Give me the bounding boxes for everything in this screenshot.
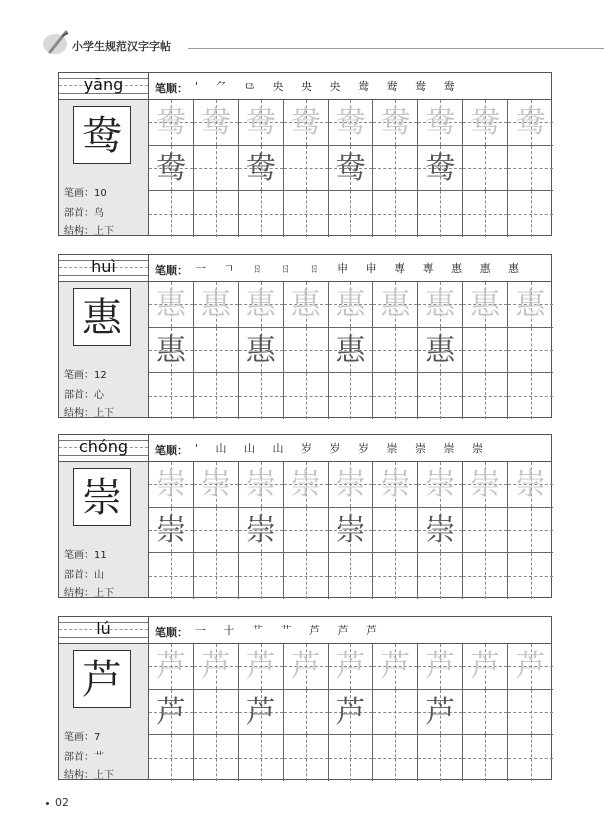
practice-grid — [149, 100, 551, 235]
trace-character: 鸯 — [470, 105, 501, 140]
practice-cell[interactable] — [239, 282, 284, 328]
sample-character: 崇 — [335, 512, 366, 548]
radical-value: 鸟 — [94, 208, 104, 219]
practice-grid — [149, 282, 551, 417]
stroke-count-label: 笔画： — [64, 732, 94, 743]
pen-leaf-icon — [40, 30, 74, 56]
practice-cell[interactable] — [329, 328, 374, 374]
practice-cell[interactable] — [508, 690, 553, 736]
practice-cell[interactable] — [194, 100, 239, 146]
practice-cell[interactable] — [239, 373, 284, 419]
practice-grid — [149, 462, 551, 597]
radical-label: 部首： — [64, 570, 94, 581]
stroke-count-value: 10 — [94, 188, 107, 199]
practice-cell[interactable] — [194, 462, 239, 508]
practice-cell[interactable] — [463, 644, 508, 690]
stroke-count-value: 7 — [94, 732, 101, 743]
practice-cell[interactable] — [463, 328, 508, 374]
practice-cell[interactable] — [194, 282, 239, 328]
practice-cell[interactable] — [418, 735, 463, 781]
trace-character: 崇 — [290, 467, 321, 502]
practice-cell[interactable] — [329, 690, 374, 736]
character-section — [58, 72, 552, 236]
stroke-order-label: 笔顺： — [155, 444, 188, 457]
practice-cell[interactable] — [508, 508, 553, 554]
practice-cell[interactable] — [508, 191, 553, 237]
stroke-order-label: 笔顺： — [155, 264, 188, 277]
practice-cell[interactable] — [373, 690, 418, 736]
trace-character: 芦 — [470, 649, 501, 684]
practice-cell[interactable] — [239, 146, 284, 192]
sample-character: 鸯 — [245, 150, 276, 186]
stroke-order-sequence: ' 山 山 山 岁 岁 岁 崇 崇 崇 崇 — [195, 442, 490, 455]
sample-character: 惠 — [245, 332, 276, 368]
trace-character: 芦 — [155, 649, 186, 684]
radical-value: 艹 — [94, 752, 104, 763]
trace-character: 鸯 — [515, 105, 546, 140]
radical-label: 部首： — [64, 390, 94, 401]
trace-character: 鸯 — [245, 105, 276, 140]
practice-cell[interactable] — [373, 191, 418, 237]
practice-cell[interactable] — [194, 644, 239, 690]
pinyin-box — [59, 435, 149, 462]
stroke-order-row — [149, 617, 551, 644]
trace-character: 惠 — [425, 287, 456, 322]
practice-cell[interactable] — [239, 462, 284, 508]
practice-cell[interactable] — [329, 735, 374, 781]
stroke-count-label: 笔画： — [64, 550, 94, 561]
practice-cell[interactable] — [463, 735, 508, 781]
practice-cell[interactable] — [373, 462, 418, 508]
trace-character: 惠 — [155, 287, 186, 322]
practice-cell[interactable] — [239, 644, 284, 690]
header-rule — [188, 48, 604, 49]
model-character: 惠 — [73, 288, 131, 346]
model-character: 鸯 — [73, 106, 131, 164]
practice-cell[interactable] — [508, 553, 553, 599]
radical-value: 心 — [94, 390, 104, 401]
trace-character: 惠 — [470, 287, 501, 322]
practice-cell[interactable] — [149, 282, 194, 328]
radical — [64, 566, 104, 581]
practice-cell[interactable] — [463, 282, 508, 328]
structure-value: 上下 — [94, 408, 114, 419]
practice-cell[interactable] — [373, 373, 418, 419]
sample-character: 芦 — [335, 694, 366, 730]
practice-cell[interactable] — [284, 462, 329, 508]
trace-character: 惠 — [335, 287, 366, 322]
practice-cell[interactable] — [373, 146, 418, 192]
practice-cell[interactable] — [418, 553, 463, 599]
trace-character: 惠 — [380, 287, 411, 322]
practice-cell[interactable] — [463, 553, 508, 599]
trace-character: 崇 — [335, 467, 366, 502]
trace-character: 鸯 — [380, 105, 411, 140]
pinyin: lú — [96, 619, 111, 638]
page-header — [40, 30, 604, 64]
practice-cell[interactable] — [329, 146, 374, 192]
practice-cell[interactable] — [284, 373, 329, 419]
practice-cell[interactable] — [194, 553, 239, 599]
radical-value: 山 — [94, 570, 104, 581]
practice-cell[interactable] — [284, 690, 329, 736]
sample-character: 崇 — [425, 512, 456, 548]
sample-character: 鸯 — [425, 150, 456, 186]
trace-character: 崇 — [425, 467, 456, 502]
trace-character: 惠 — [515, 287, 546, 322]
structure-value: 上下 — [94, 770, 114, 781]
practice-cell[interactable] — [284, 735, 329, 781]
trace-character: 芦 — [380, 649, 411, 684]
trace-character: 芦 — [425, 649, 456, 684]
practice-cell[interactable] — [329, 644, 374, 690]
practice-cell[interactable] — [463, 690, 508, 736]
practice-cell[interactable] — [284, 553, 329, 599]
trace-character: 崇 — [380, 467, 411, 502]
radical-label: 部首： — [64, 752, 94, 763]
stroke-count — [64, 184, 107, 199]
practice-cell[interactable] — [418, 690, 463, 736]
practice-cell[interactable] — [149, 462, 194, 508]
practice-cell[interactable] — [329, 373, 374, 419]
pinyin: chóng — [78, 437, 129, 456]
trace-character: 崇 — [245, 467, 276, 502]
practice-cell[interactable] — [508, 373, 553, 419]
model-character: 崇 — [73, 468, 131, 526]
practice-cell[interactable] — [329, 508, 374, 554]
practice-cell[interactable] — [329, 282, 374, 328]
trace-character: 崇 — [515, 467, 546, 502]
practice-cell[interactable] — [149, 735, 194, 781]
structure — [64, 404, 114, 419]
practice-cell[interactable] — [463, 100, 508, 146]
practice-cell[interactable] — [373, 553, 418, 599]
practice-cell[interactable] — [329, 100, 374, 146]
trace-character: 鸯 — [155, 105, 186, 140]
practice-cell[interactable] — [194, 328, 239, 374]
stroke-order-row — [149, 73, 551, 100]
stroke-order-label: 笔顺： — [155, 82, 188, 95]
character-section — [58, 434, 552, 598]
sample-character: 芦 — [155, 694, 186, 730]
practice-cell[interactable] — [284, 328, 329, 374]
practice-cell[interactable] — [418, 146, 463, 192]
sample-character: 鸯 — [335, 150, 366, 186]
pinyin: yāng — [83, 75, 124, 94]
practice-cell[interactable] — [149, 373, 194, 419]
practice-cell[interactable] — [284, 146, 329, 192]
practice-cell[interactable] — [373, 735, 418, 781]
practice-cell[interactable] — [239, 328, 284, 374]
practice-cell[interactable] — [239, 735, 284, 781]
practice-cell[interactable] — [508, 146, 553, 192]
practice-cell[interactable] — [149, 644, 194, 690]
structure — [64, 584, 114, 599]
practice-cell[interactable] — [149, 690, 194, 736]
practice-cell[interactable] — [194, 690, 239, 736]
practice-cell[interactable] — [463, 191, 508, 237]
practice-grid — [149, 644, 551, 779]
practice-cell[interactable] — [508, 100, 553, 146]
practice-cell[interactable] — [373, 100, 418, 146]
practice-cell[interactable] — [284, 191, 329, 237]
practice-cell[interactable] — [373, 282, 418, 328]
radical — [64, 748, 104, 763]
practice-cell[interactable] — [463, 373, 508, 419]
trace-character: 惠 — [245, 287, 276, 322]
bullet-dot — [46, 802, 49, 805]
trace-character: 鸯 — [200, 105, 231, 140]
stroke-order-sequence: 一 ㄱ ㄖ ㄖ ㄖ 申 申 專 專 惠 惠 惠 — [195, 262, 527, 275]
practice-cell[interactable] — [149, 100, 194, 146]
character-info-panel — [59, 462, 149, 597]
structure-label: 结构： — [64, 408, 94, 419]
model-character: 芦 — [73, 650, 131, 708]
stroke-count — [64, 366, 107, 381]
trace-character: 崇 — [155, 467, 186, 502]
practice-cell[interactable] — [508, 328, 553, 374]
practice-cell[interactable] — [373, 508, 418, 554]
trace-character: 芦 — [200, 649, 231, 684]
stroke-count-value: 11 — [94, 550, 107, 561]
stroke-order-sequence: 一 十 艹 艹 芦 芦 芦 — [195, 624, 384, 637]
pinyin-box — [59, 617, 149, 644]
character-info-panel — [59, 100, 149, 235]
trace-character: 芦 — [335, 649, 366, 684]
structure — [64, 222, 114, 237]
practice-cell[interactable] — [149, 508, 194, 554]
stroke-order-label: 笔顺： — [155, 626, 188, 639]
practice-cell[interactable] — [418, 508, 463, 554]
sample-character: 惠 — [155, 332, 186, 368]
trace-character: 崇 — [200, 467, 231, 502]
sample-character: 鸯 — [155, 150, 186, 186]
radical-label: 部首： — [64, 208, 94, 219]
practice-cell[interactable] — [373, 644, 418, 690]
practice-cell[interactable] — [463, 462, 508, 508]
practice-cell[interactable] — [149, 191, 194, 237]
practice-cell[interactable] — [149, 328, 194, 374]
practice-cell[interactable] — [284, 644, 329, 690]
practice-cell[interactable] — [239, 191, 284, 237]
practice-cell[interactable] — [194, 373, 239, 419]
character-section — [58, 616, 552, 780]
trace-character: 崇 — [470, 467, 501, 502]
practice-cell[interactable] — [239, 553, 284, 599]
practice-cell[interactable] — [508, 462, 553, 508]
structure-label: 结构： — [64, 770, 94, 781]
book-title: 小学生规范汉字字帖 — [72, 40, 171, 53]
pinyin-box — [59, 73, 149, 100]
sample-character: 崇 — [245, 512, 276, 548]
practice-cell[interactable] — [463, 508, 508, 554]
sample-character: 芦 — [425, 694, 456, 730]
practice-cell[interactable] — [418, 282, 463, 328]
page-number: 02 — [55, 796, 69, 809]
practice-cell[interactable] — [508, 644, 553, 690]
radical — [64, 204, 104, 219]
practice-cell[interactable] — [418, 373, 463, 419]
practice-cell[interactable] — [329, 553, 374, 599]
stroke-order-row — [149, 435, 551, 462]
practice-cell[interactable] — [194, 191, 239, 237]
practice-cell[interactable] — [463, 146, 508, 192]
radical — [64, 386, 104, 401]
character-section — [58, 254, 552, 418]
practice-cell[interactable] — [149, 146, 194, 192]
practice-cell[interactable] — [284, 282, 329, 328]
practice-cell[interactable] — [418, 191, 463, 237]
practice-cell[interactable] — [284, 508, 329, 554]
practice-cell[interactable] — [149, 553, 194, 599]
practice-cell[interactable] — [418, 328, 463, 374]
practice-cell[interactable] — [418, 462, 463, 508]
stroke-count-value: 12 — [94, 370, 107, 381]
practice-cell[interactable] — [284, 100, 329, 146]
structure-label: 结构： — [64, 226, 94, 237]
pinyin: huì — [91, 257, 116, 276]
sample-character: 惠 — [335, 332, 366, 368]
practice-cell[interactable] — [194, 146, 239, 192]
stroke-count — [64, 728, 100, 743]
practice-cell[interactable] — [194, 508, 239, 554]
structure — [64, 766, 114, 781]
practice-cell[interactable] — [194, 735, 239, 781]
trace-character: 鸯 — [335, 105, 366, 140]
sample-character: 崇 — [155, 512, 186, 548]
trace-character: 芦 — [290, 649, 321, 684]
structure-label: 结构： — [64, 588, 94, 599]
trace-character: 芦 — [245, 649, 276, 684]
practice-cell[interactable] — [508, 282, 553, 328]
practice-cell[interactable] — [239, 508, 284, 554]
sample-character: 芦 — [245, 694, 276, 730]
trace-character: 芦 — [515, 649, 546, 684]
sample-character: 惠 — [425, 332, 456, 368]
practice-cell[interactable] — [418, 644, 463, 690]
stroke-order-sequence: ' ⺈ ⺋ 央 央 央 鸯 鸯 鸯 鸯 — [195, 80, 462, 93]
practice-cell[interactable] — [418, 100, 463, 146]
structure-value: 上下 — [94, 226, 114, 237]
character-info-panel — [59, 282, 149, 417]
stroke-order-row — [149, 255, 551, 282]
trace-character: 惠 — [200, 287, 231, 322]
page-footer — [46, 796, 69, 809]
trace-character: 惠 — [290, 287, 321, 322]
trace-character: 鸯 — [425, 105, 456, 140]
stroke-count-label: 笔画： — [64, 370, 94, 381]
practice-cell[interactable] — [373, 328, 418, 374]
practice-cell[interactable] — [329, 191, 374, 237]
character-info-panel — [59, 644, 149, 779]
pinyin-box — [59, 255, 149, 282]
stroke-count — [64, 546, 107, 561]
trace-character: 鸯 — [290, 105, 321, 140]
practice-cell[interactable] — [239, 100, 284, 146]
practice-cell[interactable] — [508, 735, 553, 781]
practice-cell[interactable] — [329, 462, 374, 508]
practice-cell[interactable] — [239, 690, 284, 736]
stroke-count-label: 笔画： — [64, 188, 94, 199]
structure-value: 上下 — [94, 588, 114, 599]
